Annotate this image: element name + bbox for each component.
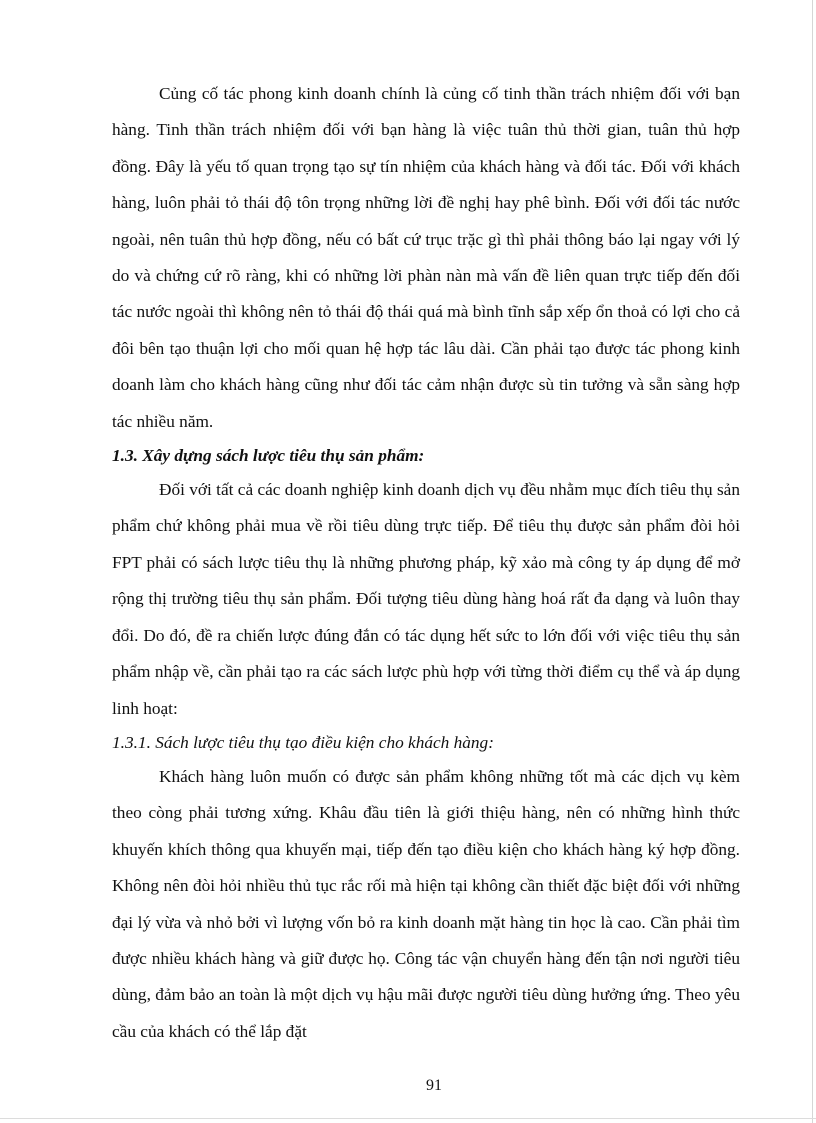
page-edge-bottom bbox=[0, 1118, 816, 1119]
paragraph-customer-conditions: Khách hàng luôn muốn có được sản phẩm không những tốt mà các dịch vụ kèm theo còng phải tương xứng. Khâu đầu tiên là giới thiệu hàng, nên có những hình thức khuyến khích thông qua khuyến mại, tiếp đến tạo điều kiện cho khách hàng ký hợp đồng. Không nên đòi hỏi nhiều thủ tục rắc rối mà hiện tại không cần thiết đặc biệt đối với những đại lý vừa và nhỏ bởi vì lượng vốn bỏ ra kinh doanh mặt hàng tin học là cao. Cần phải tìm được nhiều khách hàng và giữ được họ. Công tác vận chuyển hàng đến tận nơi người tiêu dùng, đảm bảo an toàn là một dịch vụ hậu mãi được người tiêu dùng hưởng ứng. Theo yêu cầu của khách có thể lắp đặt bbox=[112, 766, 740, 1041]
page-edge-right bbox=[812, 0, 813, 1123]
section-heading-1-3: 1.3. Xây dựng sách lược tiêu thụ sản phẩm: bbox=[112, 446, 425, 466]
subsection-heading-1-3-1: 1.3.1. Sách lược tiêu thụ tạo điều kiện cho khách hàng: bbox=[112, 732, 494, 752]
paragraph-business-conduct: Củng cố tác phong kinh doanh chính là củng cố tinh thần trách nhiệm đối với bạn hàng. Tinh thần trách nhiệm đối với bạn hàng là việc tuân thủ thời gian, tuân thủ hợp đồng. Đây là yếu tố quan trọng tạo sự tín nhiệm của khách hàng và đối tác. Đối với khách hàng, luôn phải tỏ thái độ tôn trọng những lời đề nghị hay phê bình. Đối với đối tác nước ngoài, nên tuân thủ hợp đồng, nếu có bất cứ trục trặc gì thì phải thông báo lại ngay với lý do và chứng cứ rõ ràng, khi có những lời phàn nàn mà vấn đề liên quan trực tiếp đến đối tác nước ngoài thì không nên tỏ thái độ thái quá mà bình tĩnh sắp xếp ổn thoả có lợi cho cả đôi bên tạo thuận lợi cho mối quan hệ hợp tác lâu dài. Cần phải tạo được tác phong kinh doanh làm cho khách hàng cũng như đối tác cảm nhận được sù tin tưởng và sẵn sàng hợp tác nhiều năm. bbox=[112, 84, 740, 431]
paragraph-sales-strategy: Đối với tất cả các doanh nghiệp kinh doanh dịch vụ đều nhằm mục đích tiêu thụ sản phẩm chứ không phải mua về rồi tiêu dùng trực tiếp. Để tiêu thụ được sản phẩm đòi hỏi FPT phải có sách lược tiêu thụ là những phương pháp, kỹ xảo mà công ty áp dụng để mở rộng thị trường tiêu thụ sản phẩm. Đối tượng tiêu dùng hàng hoá rất đa dạng và luôn thay đổi. Do đó, đề ra chiến lược đúng đắn có tác dụng hết sức to lớn đối với việc tiêu thụ sản phẩm nhập về, cần phải tạo ra các sách lược phù hợp với từng thời điểm cụ thể và áp dụng linh hoạt: bbox=[112, 480, 740, 718]
page-content bbox=[112, 76, 740, 1050]
page-number: 91 bbox=[426, 1077, 442, 1094]
